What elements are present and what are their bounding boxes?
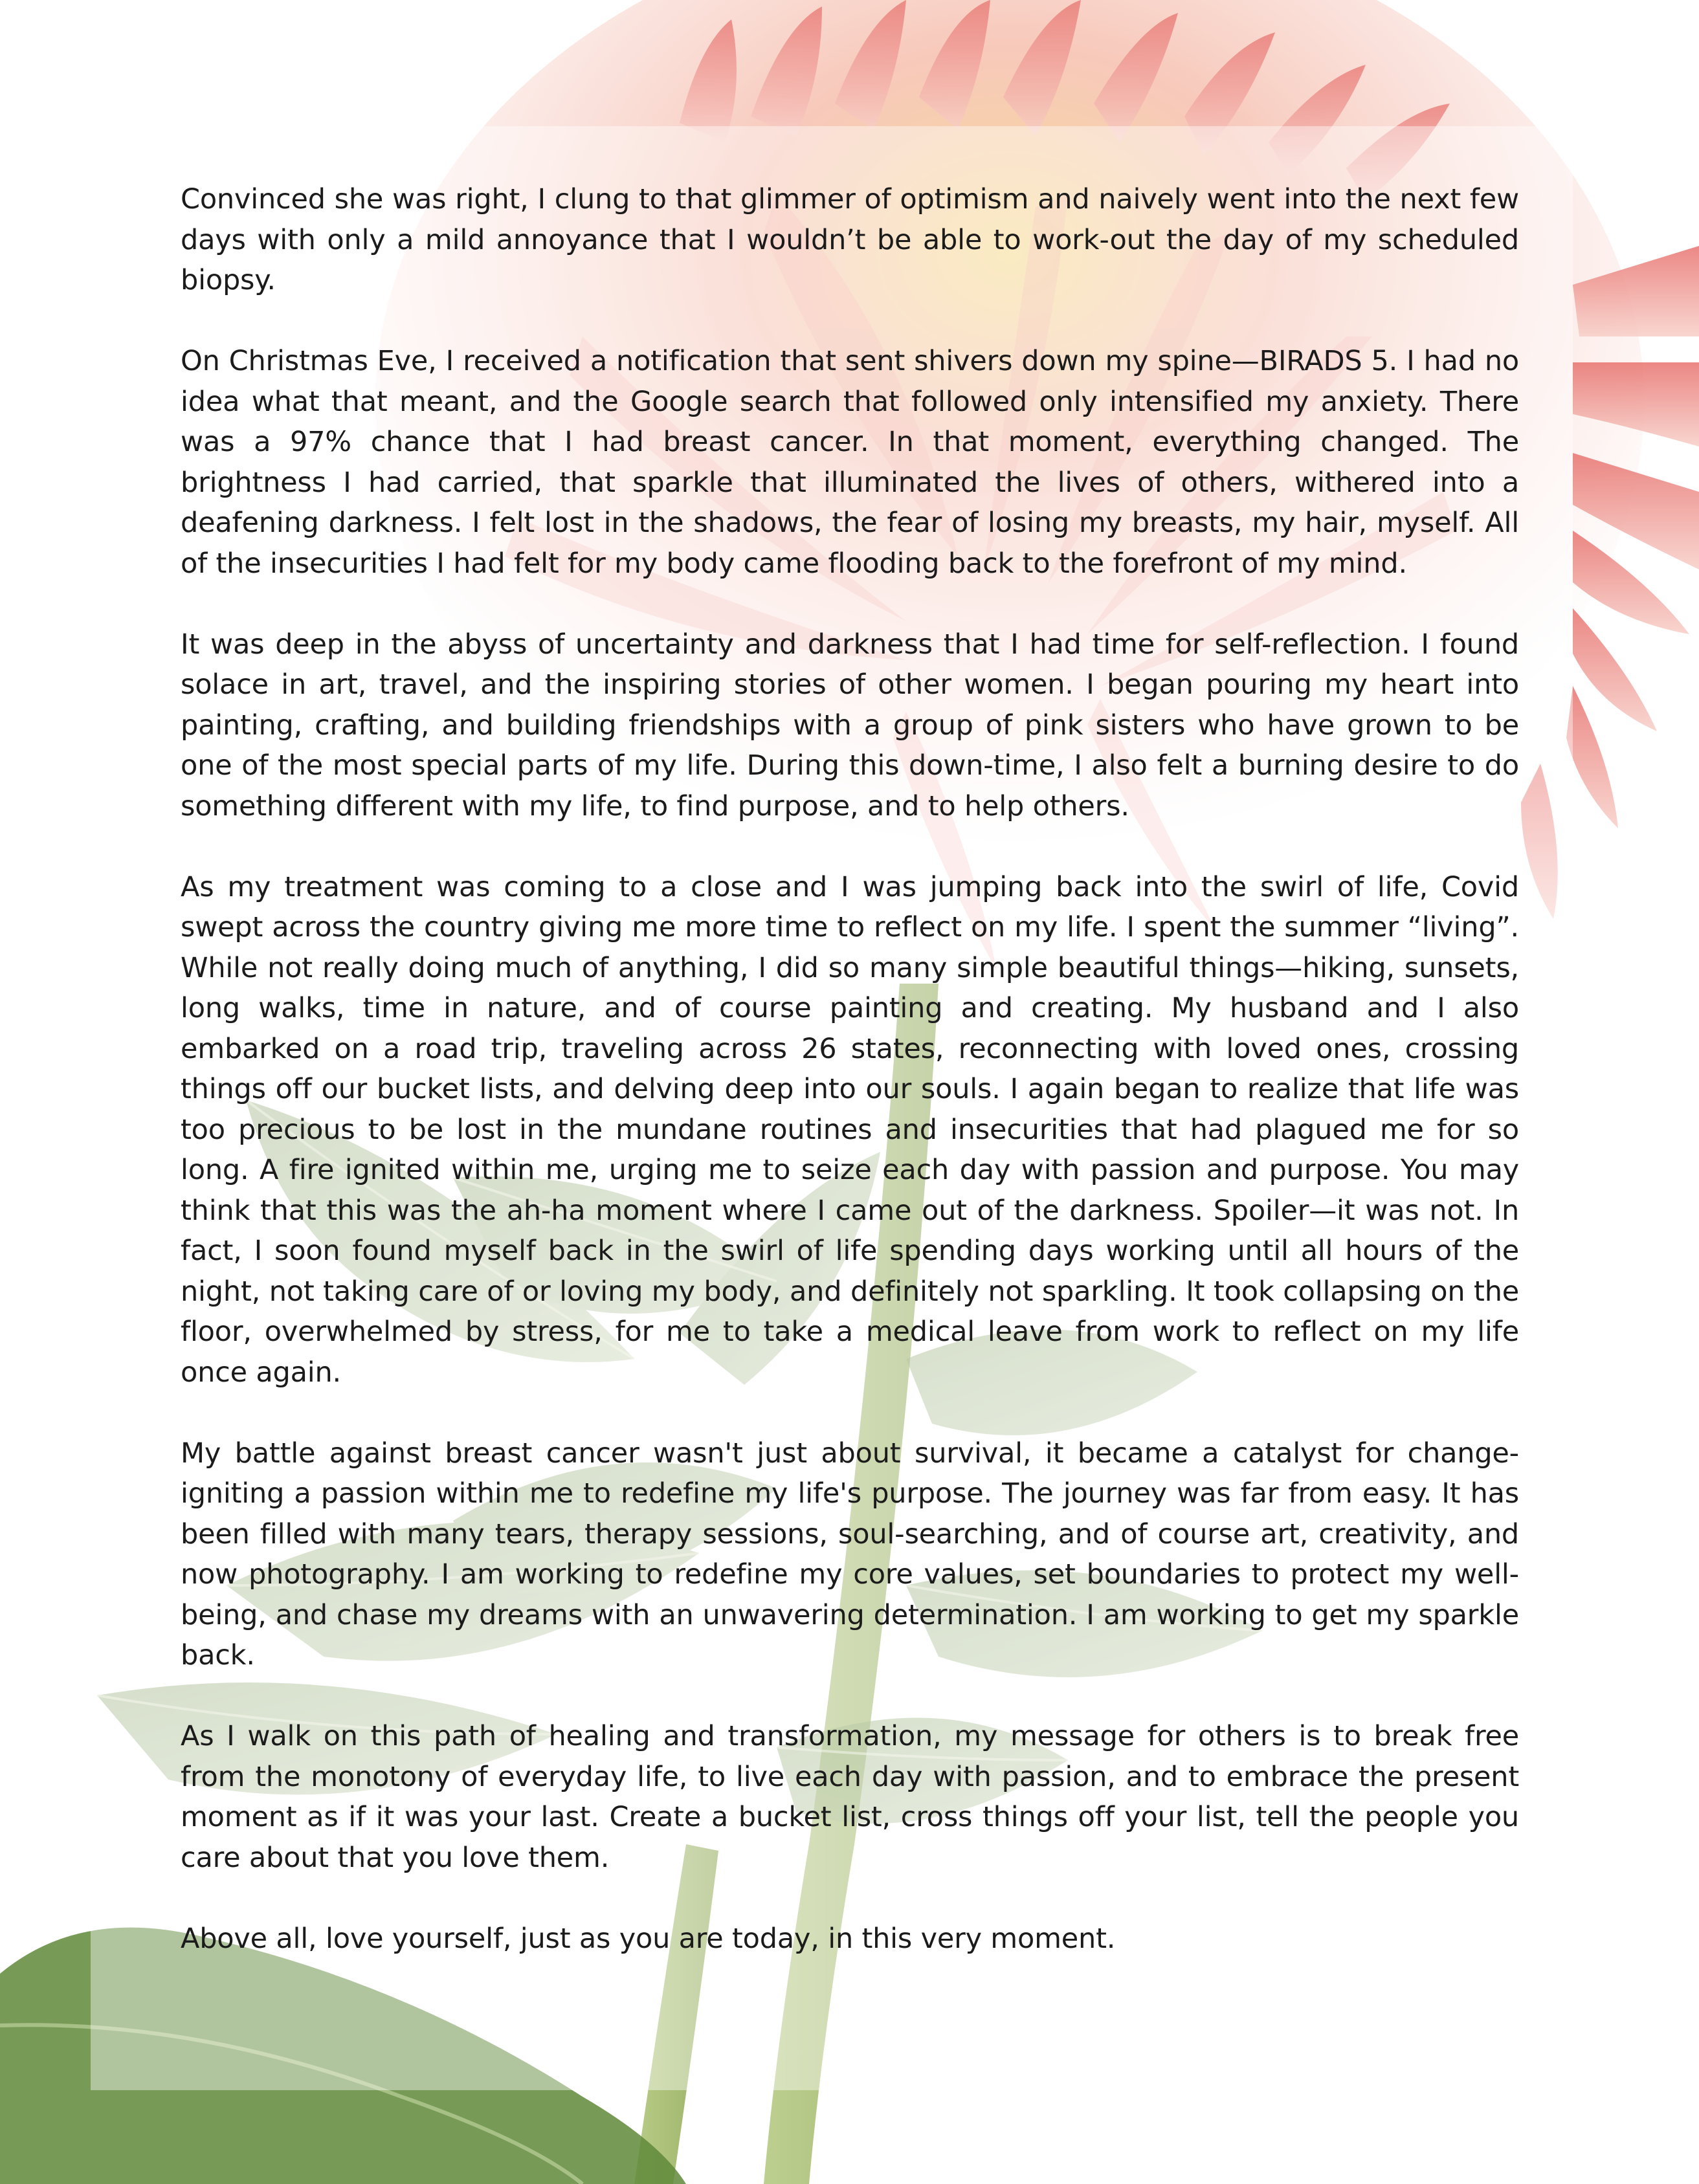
paragraph-5: My battle against breast cancer wasn't just about survival, it became a catalyst for change-igniting a passion within me to redefine my life's purpose. The journey was far from easy. It has been filled with many tears, therapy sessions, soul-searching, and of course art, creativity, and now photography. I am working to redefine my core values, set boundaries to protect my well-being, and chase my dreams with an unwavering determination. I am working to get my sparkle back. <box>181 1437 1519 1671</box>
paragraph-3: It was deep in the abyss of uncertainty and darkness that I had time for self-reflection. I found solace in art, travel, and the inspiring stories of other women. I began pouring my heart into painting, crafting, and building friendships with a group of pink sisters who have grown to be one of the most special parts of my life. During this down-time, I also felt a burning desire to do something different with my life, to find purpose, and to help others. <box>181 628 1519 822</box>
paragraph-7: Above all, love yourself, just as you are today, in this very moment. <box>181 1922 1116 1955</box>
paragraph-2: On Christmas Eve, I received a notification that sent shivers down my spine—BIRADS 5. I had no idea what that meant, and the Google search that followed only intensified my anxiety. There was a 97% chance that I had breast cancer. In that moment, everything changed. The brightness I had carried, that sparkle that illuminated the lives of others, withered into a deafening darkness. I felt lost in the shadows, the fear of losing my breasts, my hair, myself. All of the insecurities I had felt for my body came flooding back to the forefront of my mind. <box>181 345 1519 580</box>
paragraph-4: As my treatment was coming to a close and I was jumping back into the swirl of life, Covid swept across the country giving me more time to reflect on my life. I spent the summer “living”. While not really doing much of anything, I did so many simple beautiful things—hiking, sunsets, long walks, time in nature, and of course painting and creating. My husband and I also embarked on a road trip, traveling across 26 states, reconnecting with loved ones, crossing things off our bucket lists, and delving deep into our souls. I again began to realize that life was too precious to be lost in the mundane routines and insecurities that had plagued me for so long. A fire ignited within me, urging me to seize each day with passion and purpose. You may think that this was the ah-ha moment where I came out of the darkness. Spoiler—it was not. In fact, I soon found myself back in the swirl of life spending days working until all hours of the night, not taking care of or loving my body, and definitely not sparkling. It took collapsing on the floor, overwhelmed by stress, for me to take a medical leave from work to reflect on my life once again. <box>181 870 1519 1389</box>
paragraph-1: Convinced she was right, I clung to that glimmer of optimism and naively went into the next few days with only a mild annoyance that I wouldn’t be able to work-out the day of my scheduled biopsy. <box>181 183 1519 296</box>
story-text-column <box>181 179 1519 2000</box>
paragraph-6: As I walk on this path of healing and transformation, my message for others is to break free from the monotony of everyday life, to live each day with passion, and to embrace the present moment as if it was your last. Create a bucket list, cross things off your list, tell the people you care about that you love them. <box>181 1720 1519 1874</box>
